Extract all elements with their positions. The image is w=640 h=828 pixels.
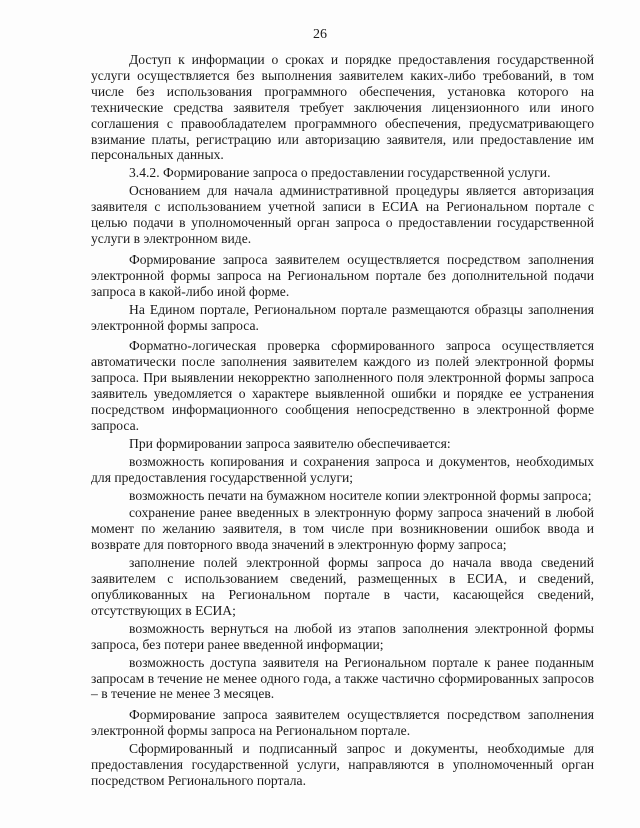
- document-body: [91, 52, 594, 791]
- list-item-access-previous: возможность доступа заявителя на Региональном портале к ранее поданным запросам в течение не менее одного года, а также частично сформированных запросов – в течение не менее 3 месяцев.: [91, 654, 594, 702]
- paragraph-form-samples: На Едином портале, Региональном портале размещаются образцы заполнения электронной формы запроса.: [91, 301, 594, 333]
- list-item-copy-save: возможность копирования и сохранения запроса и документов, необходимых для предоставления государственной услуги;: [91, 453, 594, 485]
- paragraph-provided-features: При формировании запроса заявителю обеспечивается:: [129, 435, 451, 451]
- paragraph-signed-request: Сформированный и подписанный запрос и документы, необходимые для предоставления государственной услуги, направляются в уполномоченный орган посредством Регионального портала.: [91, 741, 594, 788]
- paragraph-request-formation: Формирование запроса заявителем осуществляется посредством заполнения электронной формы запроса на Региональном портале без дополнительной подачи запроса в какой-либо иной форме.: [91, 251, 594, 299]
- list-item-save-values: сохранение ранее введенных в электронную форму запроса значений в любой момент по желанию заявителя, в том числе при возникновении ошибок ввода и возврате для повторного ввода значений в электронную форму запроса;: [91, 505, 594, 553]
- paragraph-regional-portal-form: Формирование запроса заявителем осуществляется посредством заполнения электронной формы запроса на Региональном портале.: [91, 707, 594, 739]
- list-item-print: возможность печати на бумажном носителе копии электронной формы запроса;: [129, 487, 592, 503]
- list-item-return-step: возможность вернуться на любой из этапов заполнения электронной формы запроса, без потери ранее введенной информации;: [91, 620, 594, 652]
- page-number: 26: [313, 27, 327, 42]
- paragraph-format-check: Форматно-логическая проверка сформированного запроса осуществляется автоматически после заполнения заявителем каждого из полей электронной формы запроса. При выявлении некорректно заполненного поля электронной формы запроса заявитель уведомляется о характере выявленной ошибки и порядке ее устранения посредством информационного сообщения непосредственно в электронной форме запроса.: [91, 338, 594, 433]
- section-heading-3-4-2: 3.4.2. Формирование запроса о предоставлении государственной услуги.: [129, 165, 551, 181]
- list-item-autofill: заполнение полей электронной формы запроса до начала ввода сведений заявителем с использованием сведений, размещенных в ЕСИА, и сведений, опубликованных на Региональном портале в части, касающейся сведений, отсутствующих в ЕСИА;: [91, 555, 594, 618]
- paragraph-access-info: Доступ к информации о сроках и порядке предоставления государственной услуги осуществляется без выполнения заявителем каких-либо требований, в том числе без использования программного обеспечения, установка которого на технические средства заявителя требует заключения лицензионного или иного соглашения с правообладателем программного обеспечения, предусматривающего взимание платы, регистрацию или авторизацию заявителя, или предоставление им персональных данных.: [91, 52, 594, 163]
- paragraph-procedure-basis: Основанием для начала административной процедуры является авторизация заявителя с использованием учетной записи в ЕСИА на Региональном портале с целью подачи в уполномоченный орган запроса о предоставлении государственной услуги в электронном виде.: [91, 183, 594, 246]
